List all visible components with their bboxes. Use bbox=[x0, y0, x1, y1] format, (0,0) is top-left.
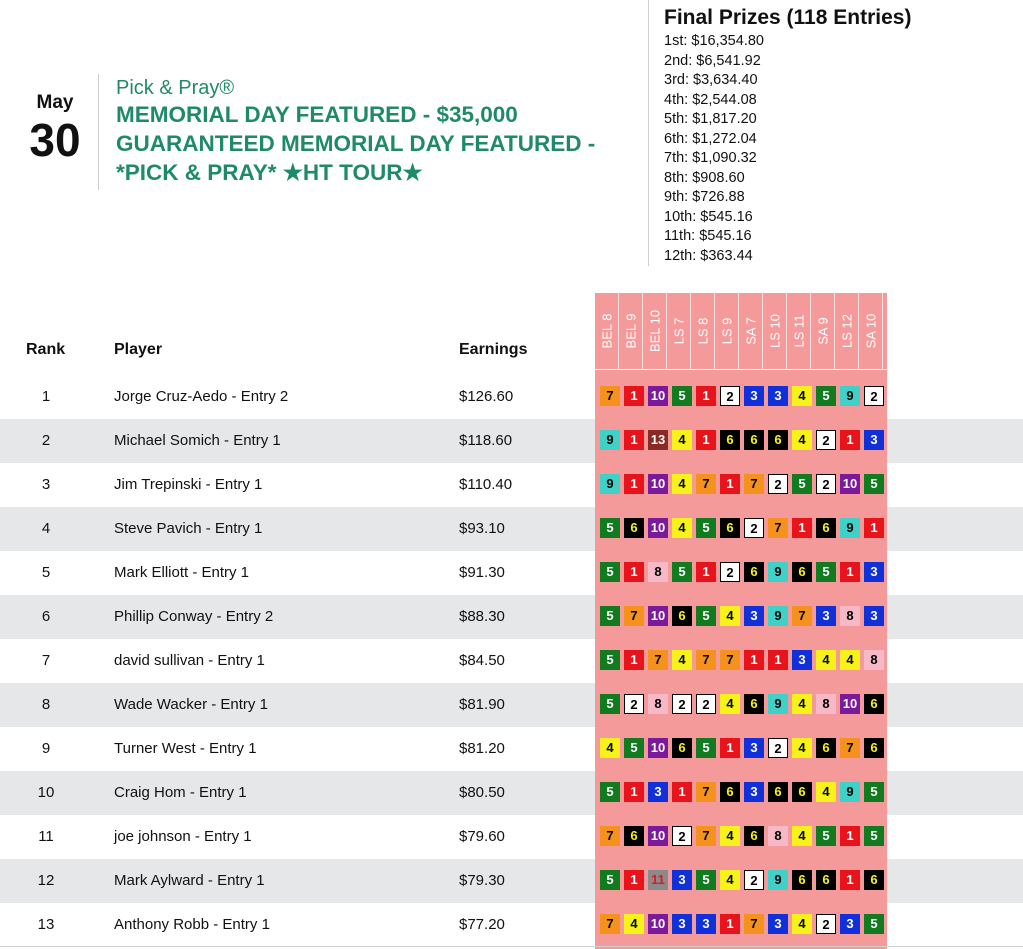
pick-badge: 3 bbox=[792, 650, 812, 670]
table-header bbox=[0, 334, 600, 366]
event-month: May bbox=[36, 92, 74, 113]
earnings-cell: $91.30 bbox=[459, 564, 505, 581]
picks-cell bbox=[595, 375, 887, 419]
race-header-label: LS 9 bbox=[719, 317, 734, 345]
pick-badge: 3 bbox=[648, 782, 668, 802]
pick-badge: 10 bbox=[648, 738, 668, 758]
race-header bbox=[619, 293, 643, 369]
leaderboard-rows bbox=[0, 375, 1023, 947]
pick-badge: 8 bbox=[768, 826, 788, 846]
pick-badge: 8 bbox=[816, 694, 836, 714]
pick-badge: 2 bbox=[696, 694, 716, 714]
pick-badge: 1 bbox=[672, 782, 692, 802]
pick-badge: 5 bbox=[600, 518, 620, 538]
picks-cell bbox=[595, 595, 887, 639]
event-day: 30 bbox=[29, 114, 81, 166]
pick-badge: 1 bbox=[744, 650, 764, 670]
pick-badge: 9 bbox=[840, 386, 860, 406]
pick-badge: 3 bbox=[816, 606, 836, 626]
pick-badge: 10 bbox=[648, 914, 668, 934]
pick-badge: 4 bbox=[840, 650, 860, 670]
pick-badge: 4 bbox=[720, 606, 740, 626]
pick-badge: 5 bbox=[864, 914, 884, 934]
pick-badge: 2 bbox=[744, 870, 764, 890]
race-header bbox=[715, 293, 739, 369]
rank-cell: 13 bbox=[37, 916, 55, 933]
pick-badge: 6 bbox=[792, 782, 812, 802]
pick-badge: 7 bbox=[600, 826, 620, 846]
pick-badge: 6 bbox=[744, 694, 764, 714]
rank-cell: 4 bbox=[41, 520, 51, 537]
picks-cell bbox=[595, 815, 887, 859]
rank-cell: 5 bbox=[41, 564, 51, 581]
prize-list bbox=[664, 32, 994, 266]
pick-badge: 8 bbox=[864, 650, 884, 670]
pick-badge: 4 bbox=[672, 518, 692, 538]
race-header-label: BEL 9 bbox=[623, 313, 638, 349]
picks-cell bbox=[595, 683, 887, 727]
pick-badge: 5 bbox=[600, 870, 620, 890]
pick-badge: 10 bbox=[648, 606, 668, 626]
player-cell: Turner West - Entry 1 bbox=[114, 740, 257, 757]
pick-badge: 1 bbox=[720, 738, 740, 758]
picks-cell bbox=[595, 727, 887, 771]
prize-item: 4th: $2,544.08 bbox=[664, 91, 757, 108]
pick-badge: 3 bbox=[672, 914, 692, 934]
earnings-cell: $126.60 bbox=[459, 388, 514, 405]
race-header-label: SA 10 bbox=[863, 313, 878, 349]
pick-badge: 6 bbox=[624, 826, 644, 846]
pick-badge: 2 bbox=[672, 826, 692, 846]
pick-badge: 7 bbox=[696, 650, 716, 670]
pick-badge: 1 bbox=[624, 562, 644, 582]
race-header bbox=[787, 293, 811, 369]
pick-badge: 10 bbox=[648, 518, 668, 538]
picks-cell bbox=[595, 507, 887, 551]
pick-badge: 9 bbox=[768, 562, 788, 582]
pick-badge: 5 bbox=[864, 826, 884, 846]
pick-badge: 2 bbox=[816, 474, 836, 494]
pick-badge: 2 bbox=[816, 914, 836, 934]
pick-badge: 7 bbox=[696, 826, 716, 846]
pick-badge: 1 bbox=[624, 474, 644, 494]
race-header bbox=[691, 293, 715, 369]
table-row[interactable] bbox=[0, 727, 1023, 771]
pick-badge: 4 bbox=[816, 782, 836, 802]
pick-badge: 2 bbox=[768, 474, 788, 494]
pick-badge: 7 bbox=[792, 606, 812, 626]
race-header bbox=[643, 293, 667, 369]
pick-badge: 3 bbox=[744, 606, 764, 626]
race-header bbox=[739, 293, 763, 369]
pick-badge: 3 bbox=[768, 914, 788, 934]
table-row[interactable] bbox=[0, 639, 1023, 683]
pick-badge: 6 bbox=[792, 870, 812, 890]
pick-badge: 3 bbox=[744, 782, 764, 802]
pick-badge: 5 bbox=[864, 782, 884, 802]
rank-cell: 8 bbox=[41, 696, 51, 713]
pick-badge: 2 bbox=[624, 694, 644, 714]
player-cell: Mark Elliott - Entry 1 bbox=[114, 564, 250, 581]
earnings-cell: $88.30 bbox=[459, 608, 505, 625]
prize-item: 6th: $1,272.04 bbox=[664, 130, 757, 147]
pick-badge: 2 bbox=[816, 430, 836, 450]
earnings-cell: $79.30 bbox=[459, 872, 505, 889]
earnings-cell: $84.50 bbox=[459, 652, 505, 669]
earnings-cell: $110.40 bbox=[459, 476, 513, 493]
pick-badge: 5 bbox=[600, 650, 620, 670]
pick-badge: 7 bbox=[744, 474, 764, 494]
pick-badge: 4 bbox=[720, 870, 740, 890]
pick-badge: 5 bbox=[816, 386, 836, 406]
rank-cell: 12 bbox=[37, 872, 55, 889]
pick-badge: 2 bbox=[720, 386, 740, 406]
race-header-label: LS 10 bbox=[767, 314, 782, 348]
pick-badge: 6 bbox=[744, 562, 764, 582]
player-cell: Mark Aylward - Entry 1 bbox=[114, 872, 265, 889]
pick-badge: 7 bbox=[744, 914, 764, 934]
pick-badge: 3 bbox=[864, 562, 884, 582]
pick-badge: 6 bbox=[744, 826, 764, 846]
final-prizes-title: Final Prizes (118 Entries) bbox=[664, 6, 912, 29]
pick-badge: 5 bbox=[696, 518, 716, 538]
race-header bbox=[763, 293, 787, 369]
player-cell: david sullivan - Entry 1 bbox=[114, 652, 265, 669]
pick-badge: 1 bbox=[696, 386, 716, 406]
picks-cell bbox=[595, 903, 887, 947]
pick-badge: 6 bbox=[624, 518, 644, 538]
pick-badge: 8 bbox=[648, 562, 668, 582]
race-header-label: BEL 10 bbox=[647, 309, 662, 353]
pick-badge: 1 bbox=[768, 650, 788, 670]
pick-badge: 6 bbox=[864, 738, 884, 758]
pick-badge: 7 bbox=[840, 738, 860, 758]
pick-badge: 7 bbox=[648, 650, 668, 670]
pick-badge: 1 bbox=[624, 870, 644, 890]
race-header bbox=[811, 293, 835, 369]
pick-badge: 9 bbox=[768, 694, 788, 714]
pick-badge: 2 bbox=[864, 386, 884, 406]
picks-cell bbox=[595, 639, 887, 683]
pick-badge: 5 bbox=[816, 826, 836, 846]
pick-badge: 3 bbox=[840, 914, 860, 934]
table-row[interactable] bbox=[0, 375, 1023, 419]
player-cell: Steve Pavich - Entry 1 bbox=[114, 520, 263, 537]
pick-badge: 1 bbox=[792, 518, 812, 538]
pick-badge: 4 bbox=[792, 826, 812, 846]
earnings-cell: $118.60 bbox=[459, 432, 513, 449]
race-header bbox=[667, 293, 691, 369]
pick-badge: 2 bbox=[744, 518, 764, 538]
pick-badge: 5 bbox=[672, 386, 692, 406]
pick-badge: 1 bbox=[696, 562, 716, 582]
pick-badge: 1 bbox=[624, 386, 644, 406]
pick-badge: 1 bbox=[624, 650, 644, 670]
prize-item: 3rd: $3,634.40 bbox=[664, 72, 758, 88]
divider bbox=[0, 946, 1023, 947]
pick-badge: 3 bbox=[864, 606, 884, 626]
prize-item: 2nd: $6,541.92 bbox=[664, 52, 761, 69]
pick-badge: 5 bbox=[600, 694, 620, 714]
race-header-label: BEL 8 bbox=[599, 313, 614, 349]
pick-badge: 10 bbox=[840, 694, 860, 714]
earnings-cell: $77.20 bbox=[459, 916, 505, 933]
pick-badge: 9 bbox=[768, 870, 788, 890]
pick-badge: 13 bbox=[648, 430, 668, 450]
race-header-label: LS 8 bbox=[695, 317, 710, 345]
race-header bbox=[835, 293, 859, 369]
picks-cell bbox=[595, 419, 887, 463]
pick-badge: 4 bbox=[624, 914, 644, 934]
pick-badge: 11 bbox=[648, 870, 668, 890]
earnings-cell: $93.10 bbox=[459, 520, 505, 537]
pick-badge: 3 bbox=[864, 430, 884, 450]
rank-cell: 11 bbox=[38, 828, 54, 845]
pick-badge: 1 bbox=[696, 430, 716, 450]
pick-badge: 5 bbox=[816, 562, 836, 582]
player-cell: Wade Wacker - Entry 1 bbox=[114, 696, 268, 713]
pick-badge: 1 bbox=[840, 430, 860, 450]
player-cell: joe johnson - Entry 1 bbox=[114, 828, 252, 845]
pick-badge: 5 bbox=[624, 738, 644, 758]
event-headline: MEMORIAL DAY FEATURED - $35,000 GUARANTEED MEMORIAL DAY FEATURED - *PICK & PRAY* ★HT TOUR★ bbox=[116, 102, 596, 185]
race-header-label: LS 11 bbox=[791, 314, 806, 348]
pick-badge: 1 bbox=[840, 562, 860, 582]
race-header bbox=[859, 293, 883, 369]
rank-cell: 1 bbox=[41, 388, 51, 405]
pick-badge: 4 bbox=[672, 650, 692, 670]
picks-cell bbox=[595, 771, 887, 815]
picks-cell bbox=[595, 551, 887, 595]
pick-badge: 9 bbox=[840, 518, 860, 538]
player-header: Player bbox=[114, 341, 163, 358]
pick-badge: 7 bbox=[600, 386, 620, 406]
prize-item: 1st: $16,354.80 bbox=[664, 33, 764, 49]
pick-badge: 6 bbox=[672, 738, 692, 758]
pick-badge: 4 bbox=[792, 386, 812, 406]
earnings-cell: $79.60 bbox=[459, 828, 505, 845]
pick-badge: 6 bbox=[672, 606, 692, 626]
pick-badge: 9 bbox=[840, 782, 860, 802]
pick-badge: 1 bbox=[624, 782, 644, 802]
pick-badge: 5 bbox=[600, 782, 620, 802]
pick-badge: 9 bbox=[768, 606, 788, 626]
picks-cell bbox=[595, 859, 887, 903]
pick-badge: 6 bbox=[816, 738, 836, 758]
pick-badge: 4 bbox=[600, 738, 620, 758]
pick-badge: 3 bbox=[768, 386, 788, 406]
pick-badge: 5 bbox=[696, 870, 716, 890]
rank-header: Rank bbox=[26, 341, 66, 358]
event-title-block bbox=[98, 74, 636, 190]
rank-cell: 6 bbox=[41, 608, 51, 625]
final-prizes-panel bbox=[648, 0, 994, 266]
prize-item: 5th: $1,817.20 bbox=[664, 111, 757, 127]
earnings-header: Earnings bbox=[459, 341, 528, 358]
pick-badge: 6 bbox=[816, 870, 836, 890]
pick-badge: 9 bbox=[600, 430, 620, 450]
table-row[interactable] bbox=[0, 463, 1023, 507]
rank-cell: 9 bbox=[41, 740, 51, 757]
pick-badge: 9 bbox=[600, 474, 620, 494]
player-cell: Phillip Conway - Entry 2 bbox=[114, 608, 274, 625]
pick-badge: 3 bbox=[696, 914, 716, 934]
table-row[interactable] bbox=[0, 903, 1023, 947]
pick-badge: 4 bbox=[720, 826, 740, 846]
pick-badge: 4 bbox=[792, 738, 812, 758]
pick-badge: 6 bbox=[864, 870, 884, 890]
player-cell: Craig Hom - Entry 1 bbox=[114, 784, 247, 801]
race-header bbox=[595, 293, 619, 369]
earnings-cell: $81.90 bbox=[459, 696, 505, 713]
table-row[interactable] bbox=[0, 815, 1023, 859]
pick-badge: 4 bbox=[792, 430, 812, 450]
pick-badge: 2 bbox=[672, 694, 692, 714]
picks-cell bbox=[595, 463, 887, 507]
race-header-label: SA 9 bbox=[815, 317, 830, 345]
pick-badge: 5 bbox=[696, 738, 716, 758]
race-header-label: LS 12 bbox=[839, 314, 854, 348]
pick-badge: 10 bbox=[840, 474, 860, 494]
prize-item: 11th: $545.16 bbox=[664, 228, 752, 244]
pick-badge: 6 bbox=[768, 430, 788, 450]
pick-badge: 7 bbox=[720, 650, 740, 670]
pick-badge: 5 bbox=[792, 474, 812, 494]
earnings-cell: $81.20 bbox=[459, 740, 505, 757]
race-header-label: LS 7 bbox=[671, 317, 686, 345]
pick-badge: 6 bbox=[816, 518, 836, 538]
table-row[interactable] bbox=[0, 507, 1023, 551]
pick-badge: 4 bbox=[816, 650, 836, 670]
pick-badge: 8 bbox=[648, 694, 668, 714]
pick-badge: 3 bbox=[744, 738, 764, 758]
pick-badge: 7 bbox=[696, 474, 716, 494]
prize-item: 9th: $726.88 bbox=[664, 189, 745, 205]
pick-badge: 4 bbox=[672, 430, 692, 450]
player-cell: Jim Trepinski - Entry 1 bbox=[114, 476, 263, 493]
pick-badge: 7 bbox=[696, 782, 716, 802]
pick-badge: 3 bbox=[744, 386, 764, 406]
pick-badge: 1 bbox=[840, 870, 860, 890]
table-row[interactable] bbox=[0, 683, 1023, 727]
event-date bbox=[22, 92, 88, 164]
pick-badge: 5 bbox=[600, 606, 620, 626]
player-cell: Michael Somich - Entry 1 bbox=[114, 432, 281, 449]
prize-item: 12th: $363.44 bbox=[664, 247, 753, 264]
table-row[interactable] bbox=[0, 419, 1023, 463]
race-headers bbox=[595, 293, 887, 370]
pick-badge: 1 bbox=[720, 914, 740, 934]
rank-cell: 2 bbox=[41, 432, 51, 449]
pick-badge: 2 bbox=[768, 738, 788, 758]
pick-badge: 2 bbox=[720, 562, 740, 582]
pick-badge: 4 bbox=[792, 694, 812, 714]
pick-badge: 1 bbox=[720, 474, 740, 494]
rank-cell: 10 bbox=[37, 784, 55, 801]
pick-badge: 6 bbox=[744, 430, 764, 450]
prize-item: 8th: $908.60 bbox=[664, 169, 745, 186]
table-row[interactable] bbox=[0, 859, 1023, 903]
player-cell: Jorge Cruz-Aedo - Entry 2 bbox=[114, 388, 289, 405]
player-cell: Anthony Robb - Entry 1 bbox=[114, 916, 270, 933]
race-header-label: SA 7 bbox=[743, 317, 758, 345]
pick-badge: 6 bbox=[864, 694, 884, 714]
pick-badge: 1 bbox=[840, 826, 860, 846]
pick-badge: 7 bbox=[600, 914, 620, 934]
table-row[interactable] bbox=[0, 771, 1023, 815]
pick-badge: 8 bbox=[840, 606, 860, 626]
pick-badge: 6 bbox=[720, 782, 740, 802]
pick-badge: 4 bbox=[792, 914, 812, 934]
event-brand: Pick & Pray® bbox=[116, 77, 235, 99]
pick-badge: 10 bbox=[648, 826, 668, 846]
pick-badge: 4 bbox=[720, 694, 740, 714]
pick-badge: 3 bbox=[672, 870, 692, 890]
pick-badge: 4 bbox=[672, 474, 692, 494]
pick-badge: 7 bbox=[624, 606, 644, 626]
pick-badge: 1 bbox=[864, 518, 884, 538]
prize-item: 7th: $1,090.32 bbox=[664, 150, 757, 166]
pick-badge: 6 bbox=[720, 518, 740, 538]
pick-badge: 7 bbox=[768, 518, 788, 538]
pick-badge: 5 bbox=[864, 474, 884, 494]
pick-badge: 6 bbox=[792, 562, 812, 582]
prize-item: 10th: $545.16 bbox=[664, 208, 753, 225]
table-row[interactable] bbox=[0, 551, 1023, 595]
table-row[interactable] bbox=[0, 595, 1023, 639]
pick-badge: 6 bbox=[720, 430, 740, 450]
rank-cell: 7 bbox=[41, 652, 51, 669]
pick-badge: 5 bbox=[696, 606, 716, 626]
pick-badge: 1 bbox=[624, 430, 644, 450]
pick-badge: 6 bbox=[768, 782, 788, 802]
earnings-cell: $80.50 bbox=[459, 784, 505, 801]
pick-badge: 10 bbox=[648, 386, 668, 406]
pick-badge: 10 bbox=[648, 474, 668, 494]
pick-badge: 5 bbox=[600, 562, 620, 582]
pick-badge: 5 bbox=[672, 562, 692, 582]
rank-cell: 3 bbox=[41, 476, 51, 493]
